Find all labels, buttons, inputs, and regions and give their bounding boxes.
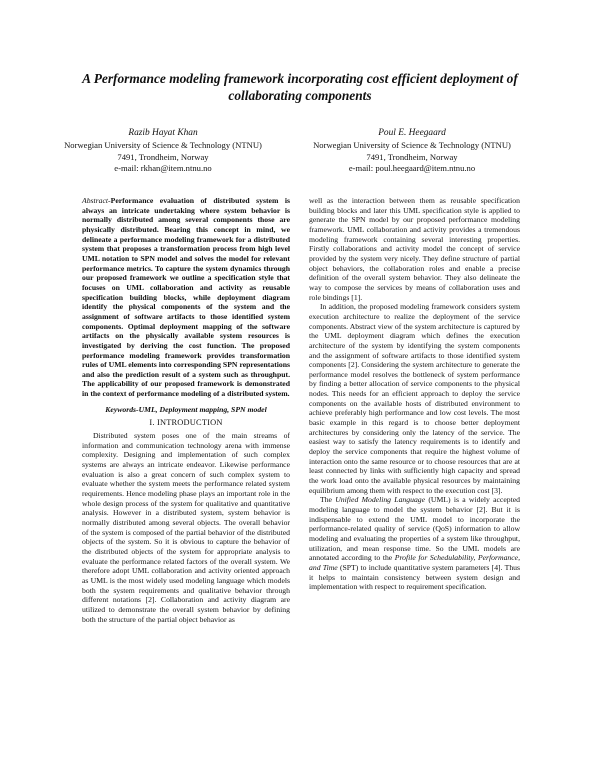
right-column: [309, 196, 520, 592]
intro-paragraph-3: In addition, the proposed modeling framework considers system execution architecture to realize the deployment of the service components. Abstract view of the system architecture is captured by the UML deployment diagram which defines the execution architecture of the system by identifying the system components and the assignment of software artifacts to those identified system components [2]. Considering the system architecture to generate the performance model resolves the bottleneck of system performance by finding a better allocation of service components to the physical nodes. This needs for an efficient approach to deploy the service components on the available hosts of distributed environment to achieve preferably high performance and low cost levels. The most basic example in this regard is to choose better deployment architectures by considering only the latency of the service. The easiest way to satisfy the latency requirements is to identify and deploy the service components that require the highest volume of interaction onto the same resource or to choose resources that are at least connected by links with sufficiently high capacity and spread the work load onto the available physical resources by maintaining equilibrium among them with respect to the execution cost [3].: [309, 302, 520, 495]
text-span: (SPT) to include quantitative system parameters [4]. Thus it helps to maintain consistency between system design and implementation with respect to requirement specification.: [309, 562, 520, 592]
emphasis-uml: Unified Modeling Language: [335, 495, 426, 505]
intro-paragraph-4: [309, 495, 520, 592]
text-span: The: [320, 495, 336, 505]
author-address: 7491, Trondheim, Norway: [366, 151, 458, 162]
author-email: e-mail: rkhan@item.ntnu.no: [114, 162, 212, 173]
text-span: (UML) is a widely accepted modeling language to model the system behavior [2]. But it is indispensable to extend the UML model to incorporate the performance-related quality of service (QoS) information to allow modeling and evaluating the properties of a system like throughput, utilization, and mean response time. So the UML models are annotated according to the: [309, 495, 520, 563]
emphasis-spt-profile: Profile for Schedulability, Performance, and Time: [309, 553, 521, 572]
author-affiliation: Norwegian University of Science & Technology (NTNU): [313, 140, 511, 151]
abstract-text: Performance evaluation of distributed system is always an intricate undertaking where system behavior is normally distributed among several components those are physically distributed. Bearing this concept in mind, we delineate a performance modeling framework for a distributed system that proposes a transformation process from high level UML notation to SPN model and solves the model for relevant performance metrics. To capture the system dynamics through our proposed framework we outline a specification style that focuses on UML collaboration and activity as reusable specification building blocks, while deployment diagram identify the physical components of the system and the assignment of software artifacts to those identified system components. Optimal deployment mapping of the software artifacts on the physically available system resources is investigated by deriving the cost function. The proposed performance modeling framework provides transformation rules of UML elements into corresponding SPN representations and also the prediction result of a system such as throughput. The applicability of our proposed framework is demonstrated in the context of performance modeling of a distributed system.: [82, 196, 290, 399]
abstract-label: Abstract-: [82, 196, 111, 205]
abstract: [82, 196, 290, 399]
author-address: 7491, Trondheim, Norway: [117, 151, 209, 162]
keywords: Keywords-UML, Deployment mapping, SPN model: [105, 404, 267, 414]
author-affiliation: Norwegian University of Science & Technology (NTNU): [64, 140, 262, 151]
author-email: e-mail: poul.heegaard@item.ntnu.no: [348, 162, 476, 173]
author-name: Razib Hayat Khan: [128, 128, 198, 138]
intro-paragraph-2: well as the interaction between them as reusable specification building blocks and later this UML specification style is applied to generate the SPN model by our proposed performance modeling framework. UML collaboration and activity provides a tremendous modeling framework containing several interesting properties. Firstly collaborations and activity model the concept of service provided by the system very nicely. They define structure of partial object behaviors, the collaboration roles and enable a precise definition of the overall system behavior. They also delineate the way to compose the services by means of collaboration uses and role bindings [1].: [309, 196, 520, 302]
left-column: [82, 196, 290, 624]
author-block-1: [52, 128, 274, 174]
paper-title: A Performance modeling framework incorporating cost efficient deployment of collaborating components: [82, 71, 518, 103]
intro-paragraph-1: Distributed system poses one of the main streams of information and communication technology arena with immense complexity. Designing and implementation of such complex systems are always an intricate endeavor. Likewise performance evaluation is also a great concern of such complex system to evaluate whether the system meets the performance related system requirements. Hence modeling phase plays an important role in the whole design process of the system for qualitative and quantitative analysis. However in a distributed system, system behavior is normally distributed among several objects. The overall behavior of the system is composed of the partial behavior of the distributed objects of the system. So it is obvious to capture the behavior of the distributed objects of the system for appropriate analysis to evaluate the performance related factors of the overall system. We therefore adopt UML collaboration and activity oriented approach as UML is the most widely used modeling language which models both the system requirements and qualitative behavior through different notations [2]. Collaboration and activity diagram are utilized to demonstrate the overall system behavior by defining both the structure of the partial object behavior as: [82, 431, 290, 624]
section-heading-introduction: I. INTRODUCTION: [149, 418, 223, 428]
author-name: Poul E. Heegaard: [378, 128, 446, 138]
author-block-2: [301, 128, 523, 174]
